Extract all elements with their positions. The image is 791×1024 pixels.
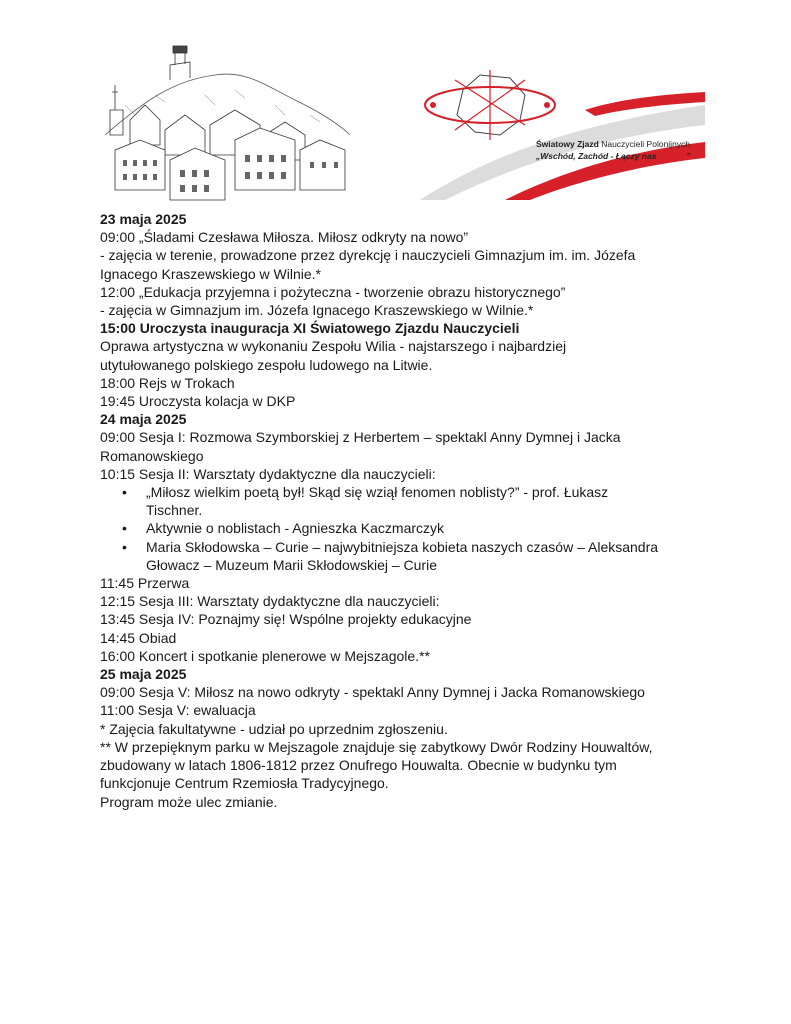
logo-caption-line1: Światowy Zjazd Nauczycieli Polonijnych [536, 139, 691, 149]
footnote: ** W przepięknym parku w Mejszagole znajduje się zabytkowy Dwór Rodziny Houwaltów, [100, 738, 653, 755]
program-line: 12:00 „Edukacja przyjemna i pożyteczna - tworzenie obrazu historycznego” [100, 283, 566, 300]
logo-caption-line2: „Wschód, Zachód - Łączy nas Polska” [536, 151, 691, 161]
day-heading: 25 maja 2025 [100, 666, 187, 683]
program-line: 09:00 Sesja V: Miłosz na nowo odkryty - spektakl Anny Dymnej i Jacka Romanowskiego [100, 684, 645, 701]
program-line: 18:00 Rejs w Trokach [100, 374, 235, 391]
program-line: 11:45 Przerwa [100, 575, 190, 592]
inauguration-line: 15:00 Uroczysta inauguracja XI Światowego Zjazdu Nauczycieli [100, 320, 520, 337]
program-content [100, 210, 700, 811]
footnote: * Zajęcia fakultatywne - udział po uprzednim zgłoszeniu. [100, 720, 448, 737]
congress-logo [415, 50, 705, 210]
program-line: 10:15 Sesja II: Warsztaty dydaktyczne dla nauczycieli: [100, 465, 436, 482]
program-note: Program może ulec zmianie. [100, 793, 278, 810]
program-line: 12:15 Sesja III: Warsztaty dydaktyczne dla nauczycieli: [100, 593, 440, 610]
workshop-item: • „Miłosz wielkim poetą był! Skąd się wziął fenomen noblisty?” - prof. Łukasz Tischner. [146, 483, 700, 519]
program-line: 19:45 Uroczysta kolacja w DKP [100, 393, 296, 410]
footnote: funkcjonuje Centrum Rzemiosła Tradycyjnego. [100, 775, 389, 792]
workshop-list [100, 483, 700, 574]
program-line: 09:00 „Śladami Czesława Miłosza. Miłosz odkryty na nowo” [100, 229, 469, 246]
program-line: 13:45 Sesja IV: Poznajmy się! Wspólne projekty edukacyjne [100, 611, 472, 628]
program-line: 11:00 Sesja V: ewaluacja [100, 702, 256, 719]
program-line: utytułowanego polskiego zespołu ludowego na Litwie. [100, 356, 433, 373]
workshop-item: • Maria Skłodowska – Curie – najwybitniejsza kobieta naszych czasów – Aleksandra Głowacz – Muzeum Marii Skłodowskiej – Curie [146, 538, 700, 574]
page-header [95, 40, 703, 210]
program-line: Ignacego Kraszewskiego w Wilnie.* [100, 265, 321, 282]
vilnius-sketch-illustration [95, 40, 355, 210]
day-heading: 24 maja 2025 [100, 411, 187, 428]
program-line: Oprawa artystyczna w wykonaniu Zespołu Wilia - najstarszego i najbardziej [100, 338, 567, 355]
footnote: zbudowany w latach 1806-1812 przez Onufrego Houwalta. Obecnie w budynku tym [100, 757, 617, 774]
program-line: Romanowskiego [100, 447, 204, 464]
logo-caption [536, 138, 690, 162]
program-line: 09:00 Sesja I: Rozmowa Szymborskiej z Herbertem – spektakl Anny Dymnej i Jacka [100, 429, 621, 446]
workshop-item: • Aktywnie o noblistach - Agnieszka Kaczmarczyk [146, 519, 700, 537]
day-heading: 23 maja 2025 [100, 211, 187, 227]
program-line: 14:45 Obiad [100, 629, 177, 646]
program-line: 16:00 Koncert i spotkanie plenerowe w Mejszagole.** [100, 647, 430, 664]
program-line: - zajęcia w Gimnazjum im. Józefa Ignacego Kraszewskiego w Wilnie.* [100, 302, 534, 319]
program-line: - zajęcia w terenie, prowadzone przez dyrekcję i nauczycieli Gimnazjum im. im. Józefa [100, 247, 636, 264]
